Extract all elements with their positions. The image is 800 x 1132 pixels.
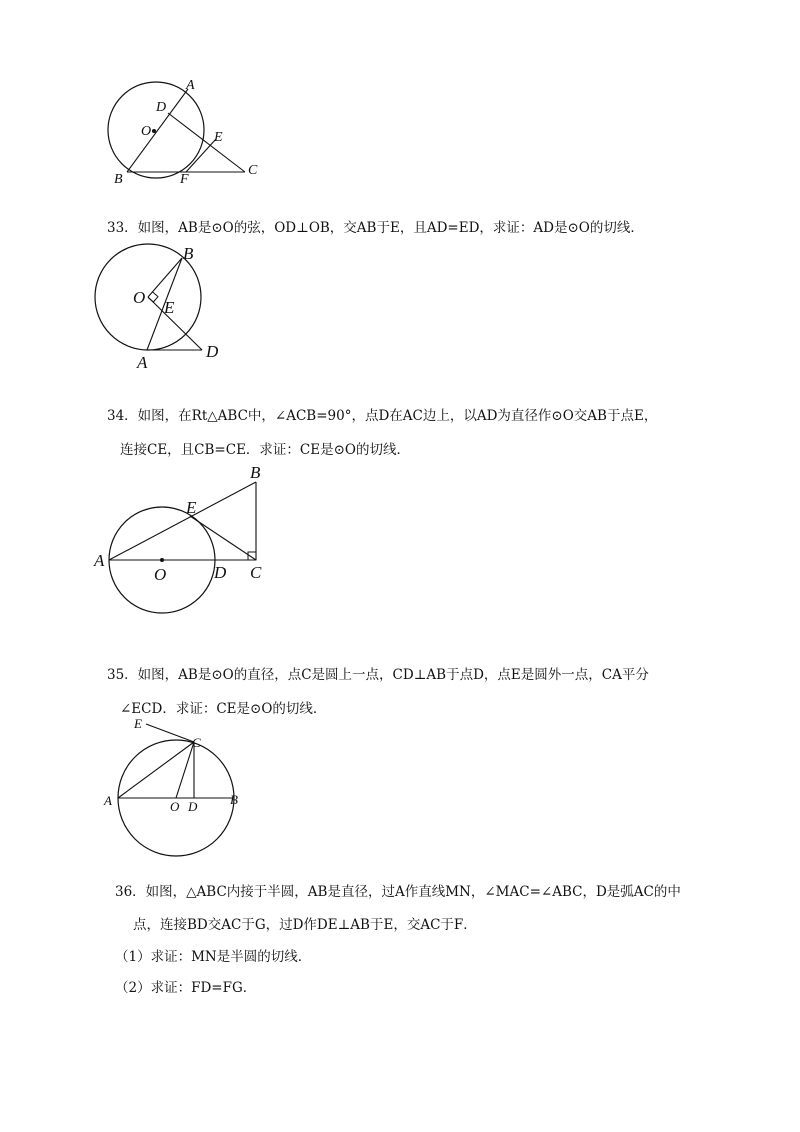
- problem-35-line-2: ∠ECD．求证：CE是⊙O的切线．: [120, 701, 327, 717]
- label-E: E: [164, 298, 175, 317]
- label-D: D: [188, 799, 198, 814]
- figure-32-diagram: [100, 75, 270, 190]
- label-A: A: [137, 353, 148, 372]
- label-C: C: [248, 163, 258, 178]
- label-O: O: [154, 565, 167, 584]
- problem-36-line-2: 点，连接BD交AC于G，过D作DE⊥AB于E，交AC于F．: [133, 917, 477, 933]
- label-B: B: [114, 172, 123, 187]
- label-D: D: [214, 563, 227, 582]
- label-D: D: [156, 100, 167, 115]
- figure-34: [92, 462, 282, 612]
- problem-36-line-1: 36．如图，△ABC内接于半圆，AB是直径，过A作直线MN，∠MAC=∠ABC，D是弧AC的中: [115, 884, 681, 900]
- label-A: A: [186, 78, 195, 93]
- label-E: E: [134, 716, 142, 731]
- label-C: C: [250, 563, 262, 582]
- label-O: O: [170, 799, 180, 814]
- label-O: O: [141, 124, 152, 139]
- label-A: A: [94, 551, 105, 570]
- label-F: F: [180, 172, 189, 187]
- figure-33: [90, 242, 230, 372]
- label-B: B: [183, 244, 194, 263]
- label-C: C: [192, 735, 201, 750]
- figure-33-diagram: [90, 242, 230, 372]
- problem-35-line-1: 35．如图，AB是⊙O的直径，点C是圆上一点，CD⊥AB于点D，点E是圆外一点，CA平分: [107, 667, 649, 683]
- problem-36-line-3: （1）求证：MN是半圆的切线．: [115, 949, 312, 965]
- problem-36-line-4: （2）求证：FD=FG．: [115, 980, 257, 996]
- figure-34-diagram: [92, 462, 282, 612]
- problem-34-line-1: 34．如图，在Rt△ABC中，∠ACB=90°，点D在AC边上，以AD为直径作⊙O交AB于点E，: [107, 408, 658, 424]
- figure-35-diagram: [100, 714, 260, 859]
- label-B: B: [230, 792, 238, 807]
- label-A: A: [104, 793, 112, 808]
- problem-33-line-1: 33．如图，AB是⊙O的弦，OD⊥OB，交AB于E，且AD=ED，求证：AD是⊙O的切线．: [107, 220, 644, 236]
- label-D: D: [206, 342, 219, 361]
- figure-32: [100, 75, 270, 190]
- figure-35: [100, 714, 260, 859]
- problem-34-line-2: 连接CE，且CB=CE．求证：CE是⊙O的切线．: [120, 442, 410, 458]
- label-E: E: [186, 498, 197, 517]
- label-B: B: [250, 463, 261, 482]
- label-O: O: [133, 288, 146, 307]
- label-E: E: [214, 130, 223, 145]
